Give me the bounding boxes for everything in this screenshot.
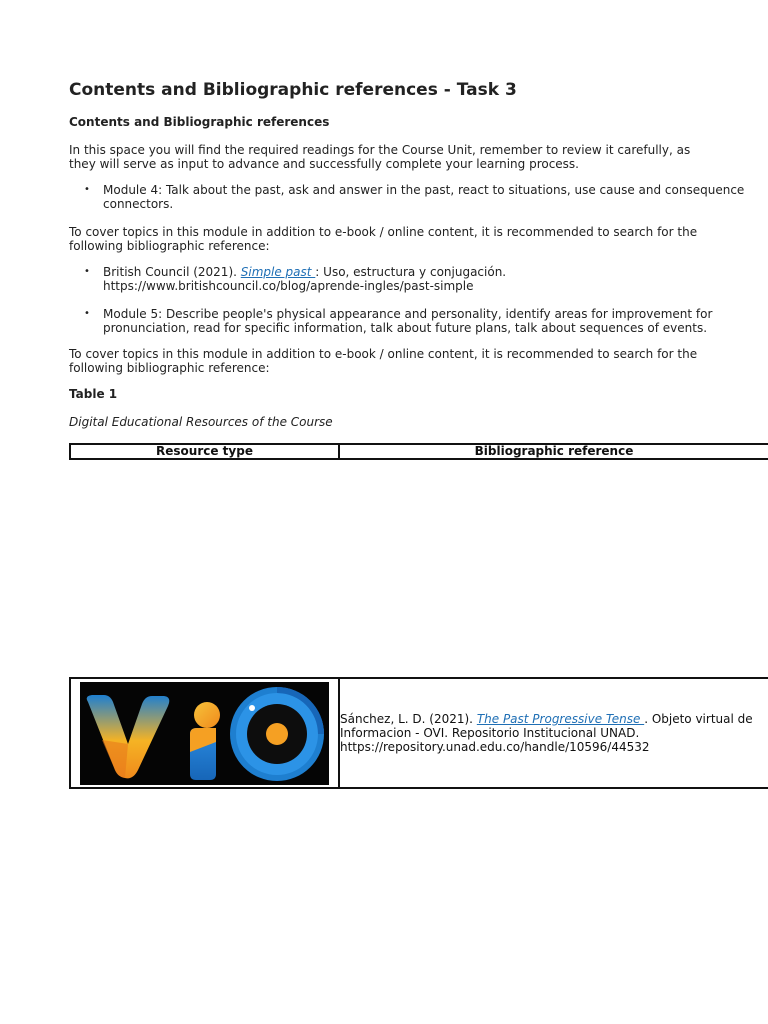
cover-paragraph-2: To cover topics in this module in addition to e-book / online content, it is recommended to search for the following bibliographic reference: [69, 347, 698, 375]
module-4-list [69, 183, 749, 211]
section-subheading: Contents and Bibliographic references [69, 115, 330, 129]
vio-ref-suffix: . Objeto virtual de Informacion - OVI. Repositorio Institucional UNAD. https://repository.unad.edu.co/handle/10596/44532 [340, 712, 753, 754]
vio-logo [80, 682, 329, 785]
british-ref-prefix: British Council (2021). [103, 265, 241, 279]
bibliographic-reference-cell [339, 678, 768, 788]
intro-paragraph: In this space you will find the required readings for the Course Unit, remember to review it carefully, as they will serve as input to advance and successfully complete your learning process. [69, 143, 691, 171]
british-ref-suffix: : Uso, estructura y conjugación. [315, 265, 507, 279]
british-ref-list [69, 265, 749, 293]
british-ref-url: https://www.britishcouncil.co/blog/aprende-ingles/past-simple [103, 279, 474, 293]
resources-table-row [69, 677, 768, 789]
table-header-row [70, 444, 768, 459]
table-label: Table 1 [69, 387, 118, 401]
module-5-list [69, 307, 749, 335]
vio-ref-prefix: Sánchez, L. D. (2021). [340, 712, 477, 726]
vio-logo-graphic [80, 682, 329, 785]
module-4-item: • Module 4: Talk about the past, ask and answer in the past, react to situations, use cause and consequence connectors. [69, 183, 749, 211]
header-resource-type: Resource type [70, 444, 339, 459]
past-progressive-link[interactable]: The Past Progressive Tense [476, 712, 645, 726]
table-row [70, 678, 768, 788]
table-caption: Digital Educational Resources of the Course [69, 415, 333, 429]
vio-reference-text [340, 712, 768, 754]
cover-paragraph-1: To cover topics in this module in addition to e-book / online content, it is recommended to search for the following bibliographic reference: [69, 225, 698, 253]
module-5-item: • Module 5: Describe people's physical appearance and personality, identify areas for improvement for pronunciation, read for specific information, talk about future plans, talk about sequences of events. [69, 307, 749, 335]
resource-type-cell [70, 678, 339, 788]
page-title: Contents and Bibliographic references - Task 3 [69, 80, 517, 100]
british-ref-item [69, 265, 749, 293]
resources-table-header [69, 443, 768, 460]
simple-past-link[interactable]: Simple past [240, 265, 316, 279]
header-bibliographic-reference: Bibliographic reference [339, 444, 768, 459]
